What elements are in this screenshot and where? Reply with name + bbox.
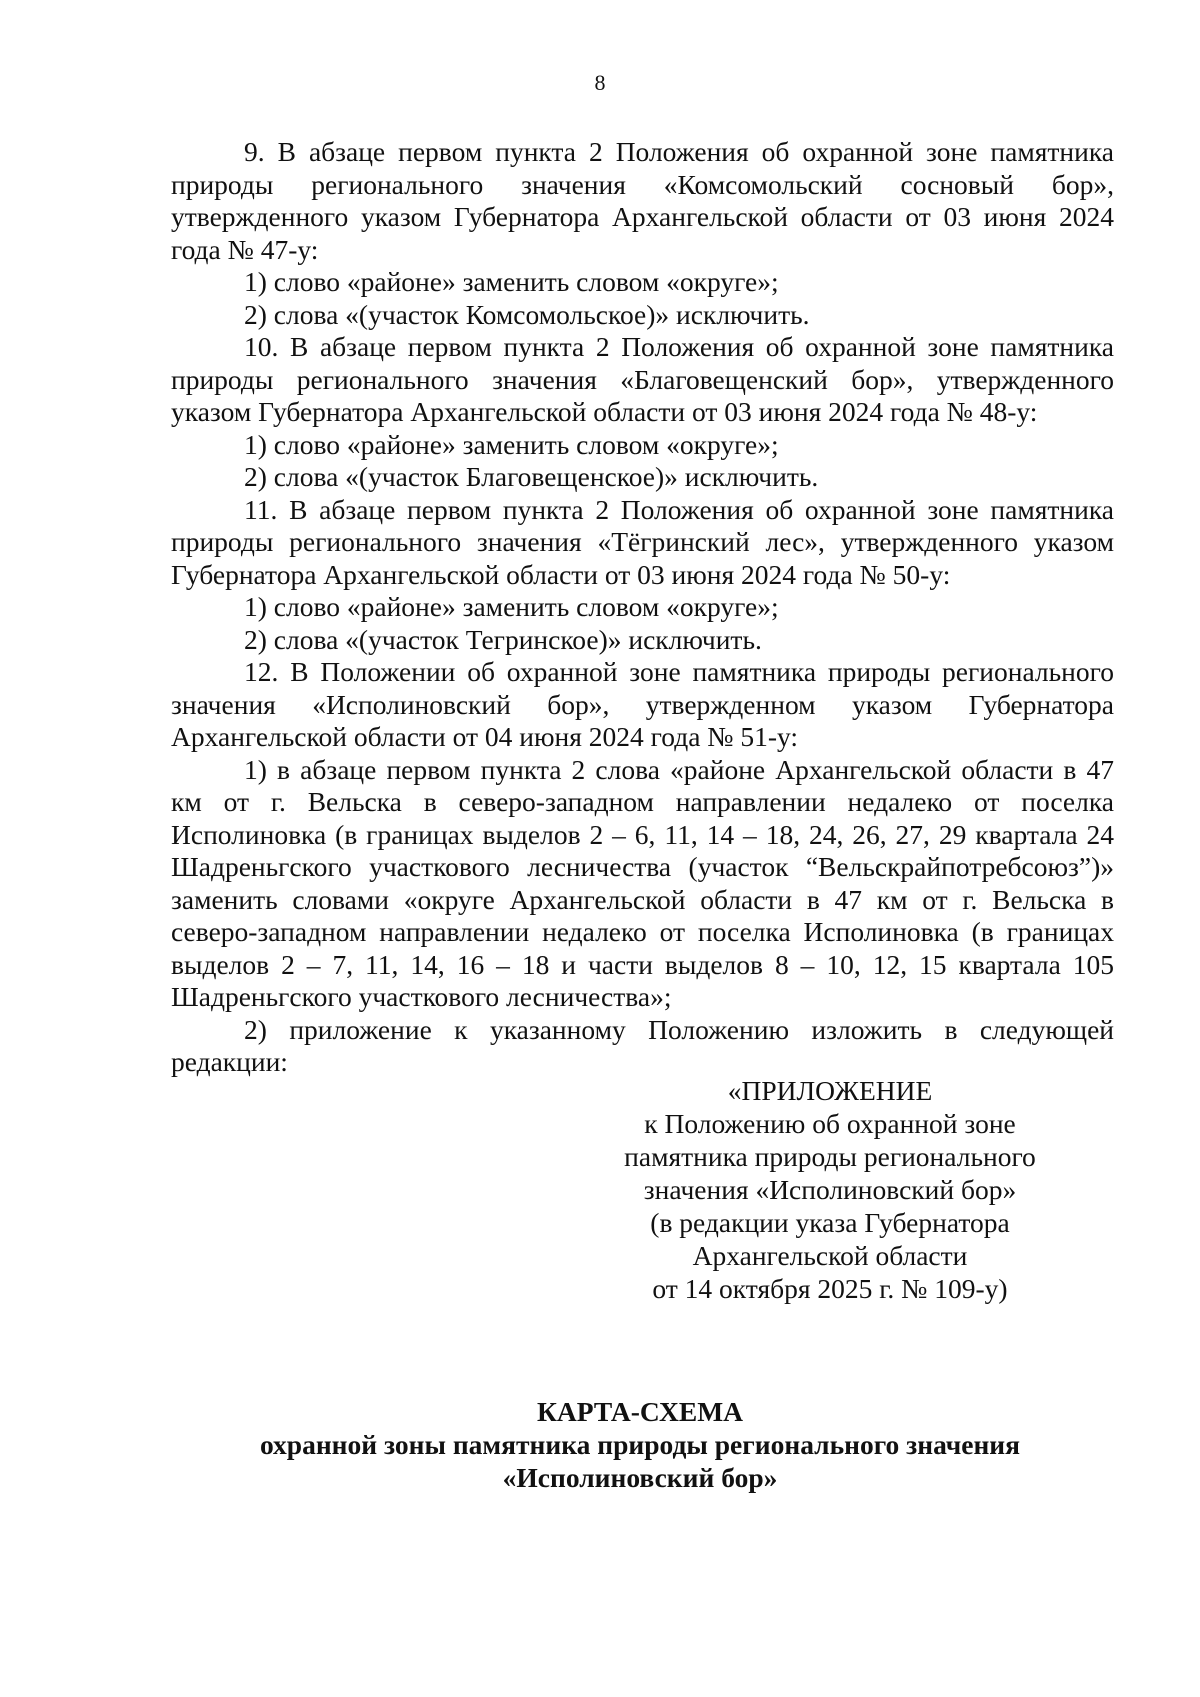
appendix-line: (в редакции указа Губернатора: [650, 1207, 1010, 1238]
appendix-line: от 14 октября 2025 г. № 109-у): [652, 1273, 1008, 1304]
appendix-line: «ПРИЛОЖЕНИЕ: [727, 1075, 933, 1106]
paragraph-item-9-1: 1) слово «районе» заменить словом «округе»;: [244, 266, 779, 297]
title-object-name: «Исполиновский бор»: [502, 1462, 778, 1493]
page-number: 8: [594, 70, 606, 95]
paragraph-item-12-2: 2) приложение к указанному Положению изложить в следующей редакции:: [171, 1013, 1114, 1077]
appendix-line: памятника природы регионального: [624, 1141, 1036, 1172]
appendix-line: к Положению об охранной зоне: [644, 1108, 1016, 1139]
title-heading: КАРТА-СХЕМА: [536, 1396, 744, 1427]
paragraph-item-11-2: 2) слова «(участок Тегринское)» исключить.: [244, 623, 762, 655]
map-scheme-title: [150, 1395, 1130, 1494]
appendix-header: [580, 1074, 1080, 1305]
paragraph-item-11-1: 1) слово «районе» заменить словом «округе»;: [244, 591, 779, 622]
paragraph-item-12: 12. В Положении об охранной зоне памятника природы регионального значения «Исполиновский бор», утвержденном указом Губернатора Архангельской области от 04 июня 2024 года № 51-у:: [171, 656, 1114, 752]
title-subtitle: охранной зоны памятника природы регионального значения: [259, 1429, 1021, 1460]
paragraph-item-9-2: 2) слова «(участок Комсомольское)» исключить.: [244, 298, 810, 330]
paragraph-item-9: 9. В абзаце первом пункта 2 Положения об охранной зоне памятника природы регионального значения «Комсомольский сосновый бор», утвержденного указом Губернатора Архангельской области от 03 июня 2024 года № 47-у:: [171, 136, 1114, 265]
paragraph-item-10-2: 2) слова «(участок Благовещенское)» исключить.: [244, 461, 819, 492]
paragraph-item-12-1: 1) в абзаце первом пункта 2 слова «районе Архангельской области в 47 км от г. Вельска в северо-западном направлении недалеко от поселка Исполиновка (в границах выделов 2 – 6, 11, 14 – 18, 24, 26, 27, 29 квартала 24 Шадреньгского участкового лесничества (участок “Вельскрайпотребсоюз”)» заменить словами «округе Архангельской области в 47 км от г. Вельска в северо-западном направлении недалеко от поселка Исполиновка (в границах выделов 2 – 7, 11, 14, 16 – 18 и части выделов 8 – 10, 12, 15 квартала 105 Шадреньгского участкового лесничества»;: [171, 753, 1114, 1012]
appendix-line: значения «Исполиновский бор»: [643, 1174, 1017, 1205]
paragraph-item-11: 11. В абзаце первом пункта 2 Положения об охранной зоне памятника природы регионального значения «Тёгринский лес», утвержденного указом Губернатора Архангельской области от 03 июня 2024 года № 50-у:: [171, 493, 1114, 590]
paragraph-item-10-1: 1) слово «районе» заменить словом «округе»;: [244, 428, 779, 460]
amendment-text: [171, 136, 1114, 1079]
appendix-line: Архангельской области: [692, 1240, 968, 1271]
paragraph-item-10: 10. В абзаце первом пункта 2 Положения об охранной зоне памятника природы регионального значения «Благовещенский бор», утвержденного указом Губернатора Архангельской области от 03 июня 2024 года № 48-у:: [171, 331, 1114, 427]
